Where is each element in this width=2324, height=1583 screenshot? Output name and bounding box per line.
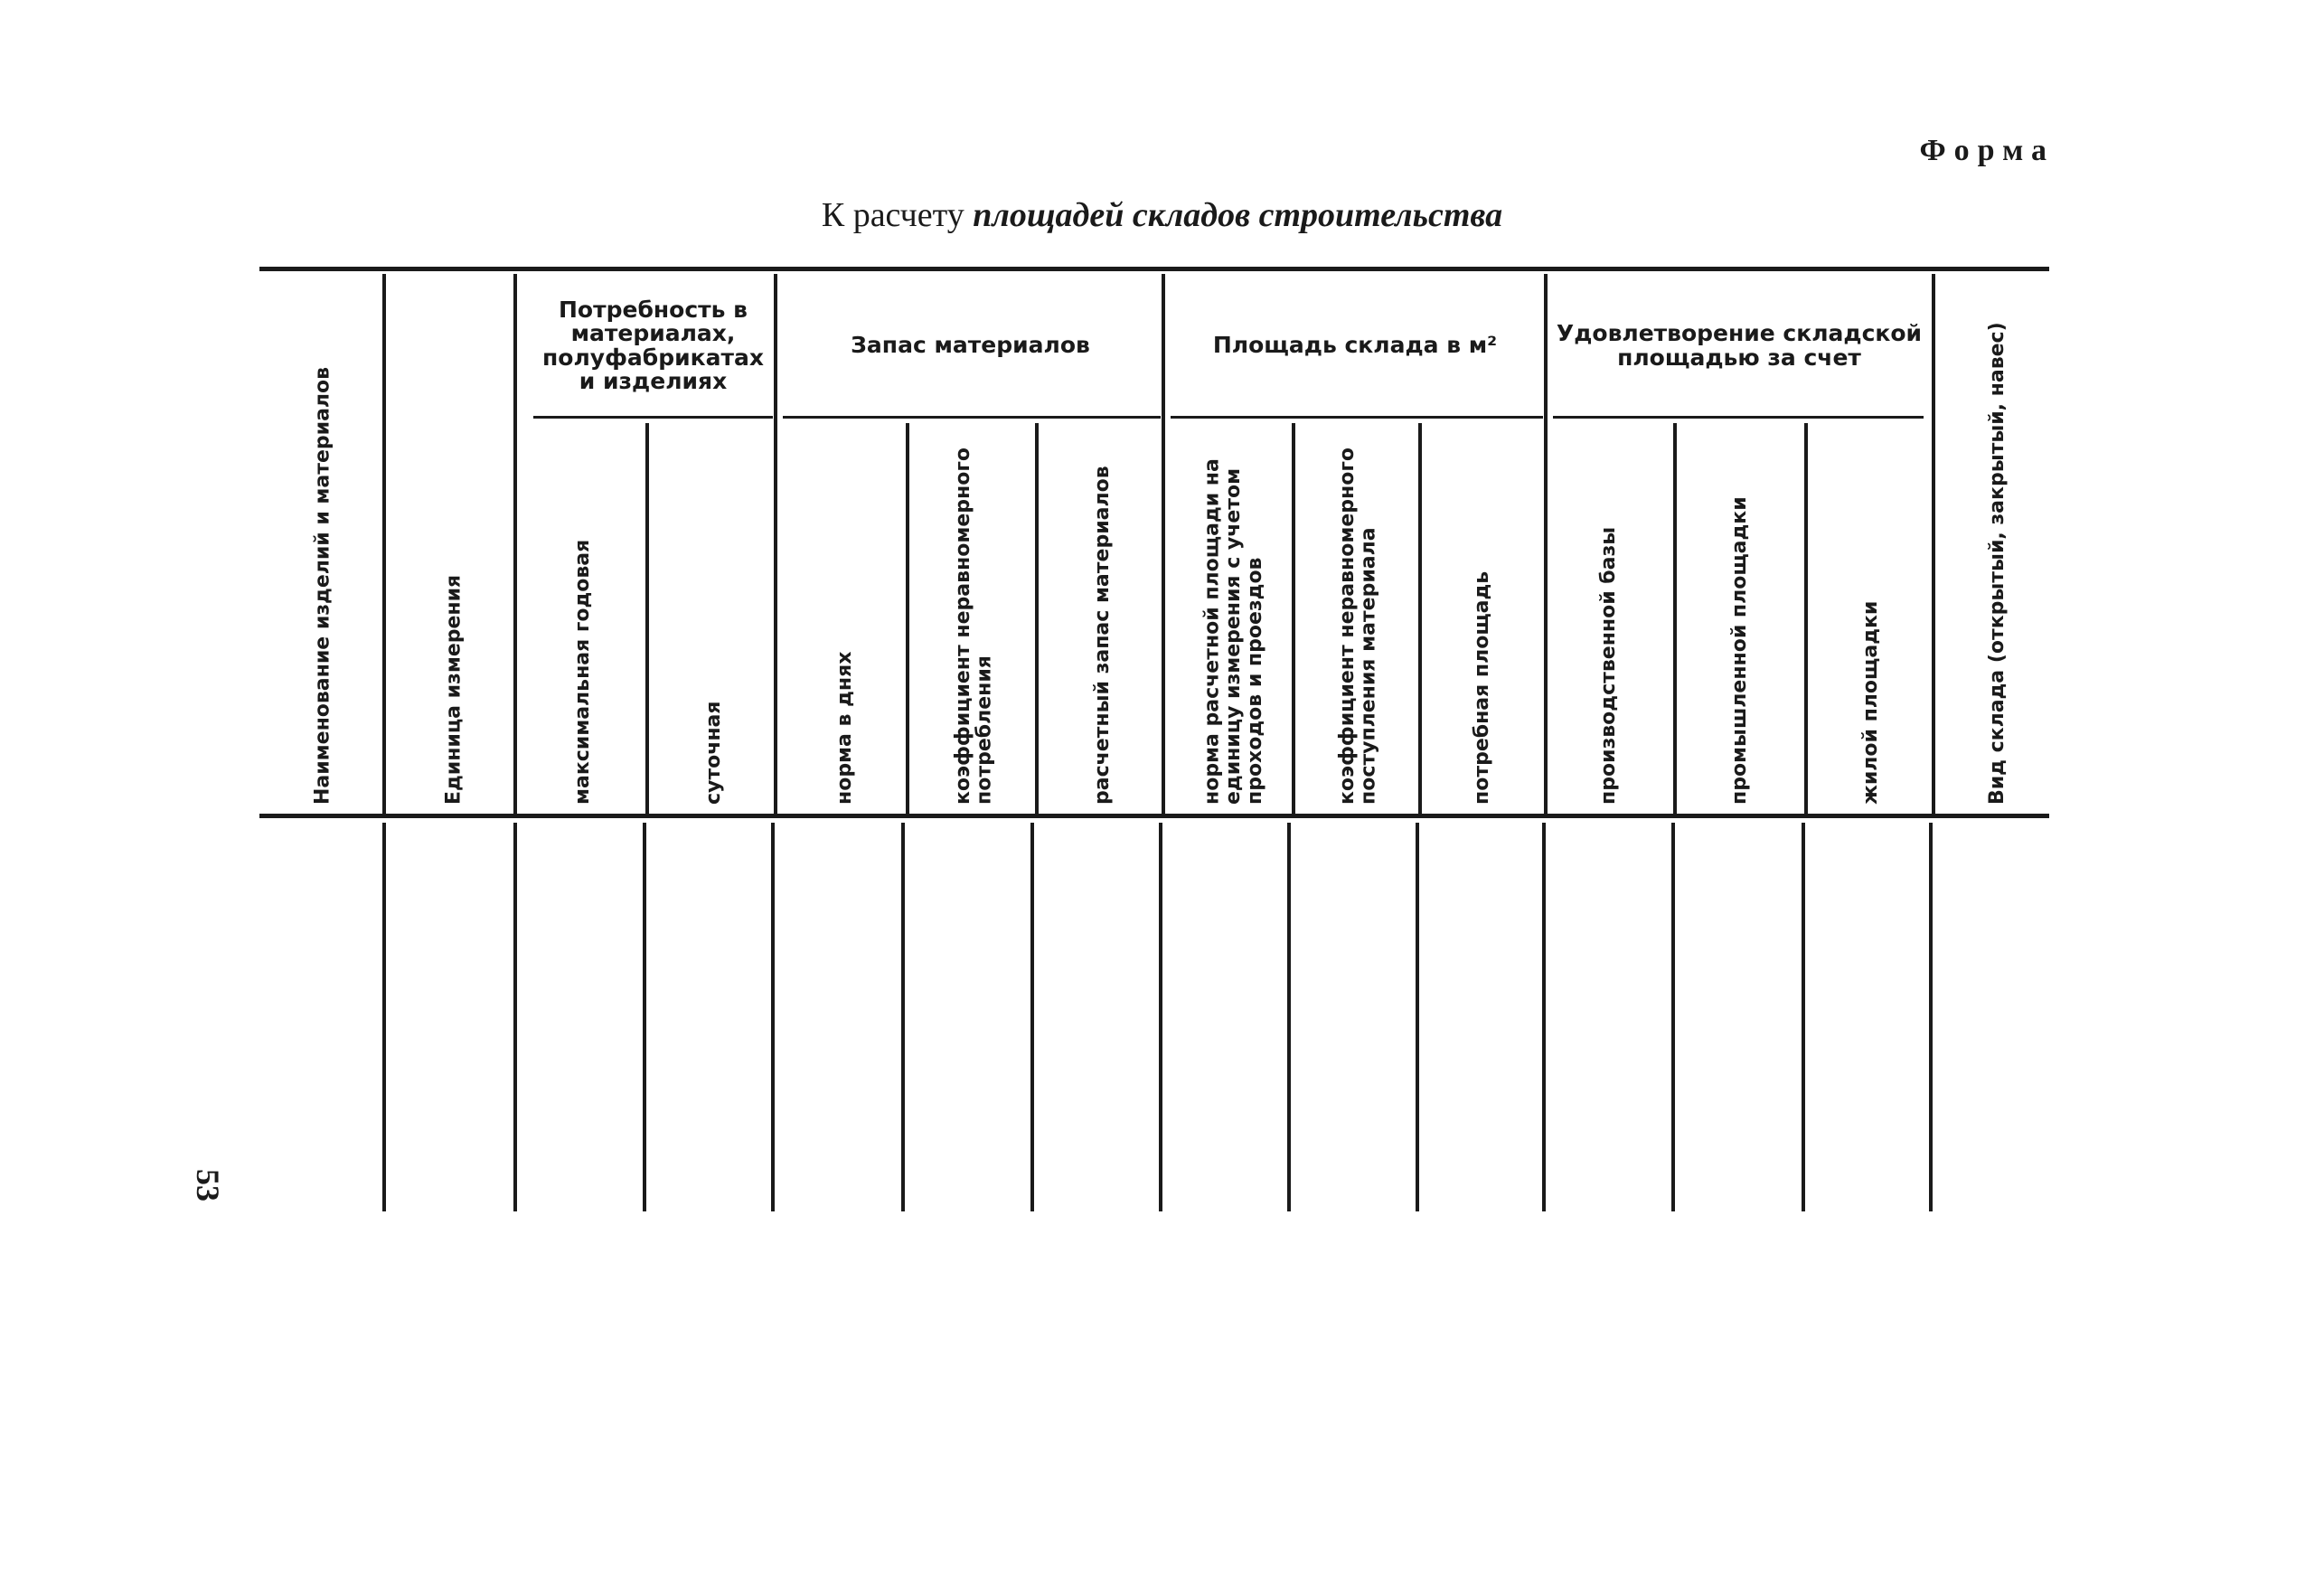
header-stock-coef: коэффициент неравномерного потребления [951, 448, 996, 805]
title-bold: площадей складов строительства [973, 196, 1503, 234]
col-divider [1418, 423, 1422, 814]
col-divider [1544, 274, 1548, 814]
row-divider [513, 823, 517, 1211]
header-name: Наименование изделий и материалов [311, 366, 334, 805]
col-divider [1673, 423, 1677, 814]
col-divider [382, 274, 386, 814]
header-area-coef: коэффициент неравномерного поступления материала [1335, 448, 1380, 805]
col-divider [1804, 423, 1808, 814]
header-type: Вид склада (открытый, закрытый, навес) [1986, 322, 2009, 805]
col-divider [774, 274, 777, 814]
page-number: 53 [190, 1169, 226, 1201]
col-divider [513, 274, 517, 814]
header-need-max-year: максимальная годовая [571, 539, 595, 805]
col-divider [1932, 274, 1935, 814]
row-divider [1030, 823, 1034, 1211]
header-area-group: Площадь склада в м² [1212, 332, 1498, 359]
area-group-rule [1171, 416, 1543, 419]
stock-group-rule [783, 416, 1161, 419]
row-divider [901, 823, 905, 1211]
row-divider [382, 823, 386, 1211]
header-cover-production: производственной базы [1597, 526, 1621, 805]
row-divider [1287, 823, 1291, 1211]
header-need-group: Потребность в материалах, полуфабрикатах и изделиях [542, 297, 764, 394]
col-divider [1162, 274, 1165, 814]
header-area-required: потребная площадь [1471, 570, 1494, 805]
header-stock-group: Запас материалов [851, 332, 1090, 359]
header-cover-residential: жилой площадки [1859, 600, 1883, 805]
header-cover-group: Удовлетворение складской площадью за счет [1556, 320, 1923, 371]
col-divider [1035, 423, 1039, 814]
row-divider [1159, 823, 1162, 1211]
col-divider [1292, 423, 1295, 814]
row-divider [771, 823, 775, 1211]
cover-group-rule [1553, 416, 1924, 419]
row-divider [1542, 823, 1546, 1211]
col-divider [645, 423, 649, 814]
row-divider [1929, 823, 1933, 1211]
table-top-rule [259, 267, 2049, 271]
row-divider [643, 823, 646, 1211]
header-need-daily: суточная [702, 701, 726, 805]
header-stock-norm-days: норма в днях [833, 651, 857, 805]
header-unit: Единица измерения [442, 574, 466, 805]
title-prefix: К расчету [821, 196, 974, 234]
page-title [0, 195, 2324, 235]
header-cover-industrial: промышленной площадки [1728, 496, 1752, 805]
form-label: Форма [1919, 134, 2055, 167]
header-bottom-rule [259, 814, 2049, 818]
header-stock-calc: расчетный запас материалов [1091, 466, 1115, 805]
row-divider [1416, 823, 1419, 1211]
need-group-rule [533, 416, 773, 419]
row-divider [1802, 823, 1805, 1211]
col-divider [906, 423, 909, 814]
header-area-norm: норма расчетной площади на единицу измерения с учетом проходов и проездов [1200, 458, 1266, 805]
row-divider [1671, 823, 1675, 1211]
